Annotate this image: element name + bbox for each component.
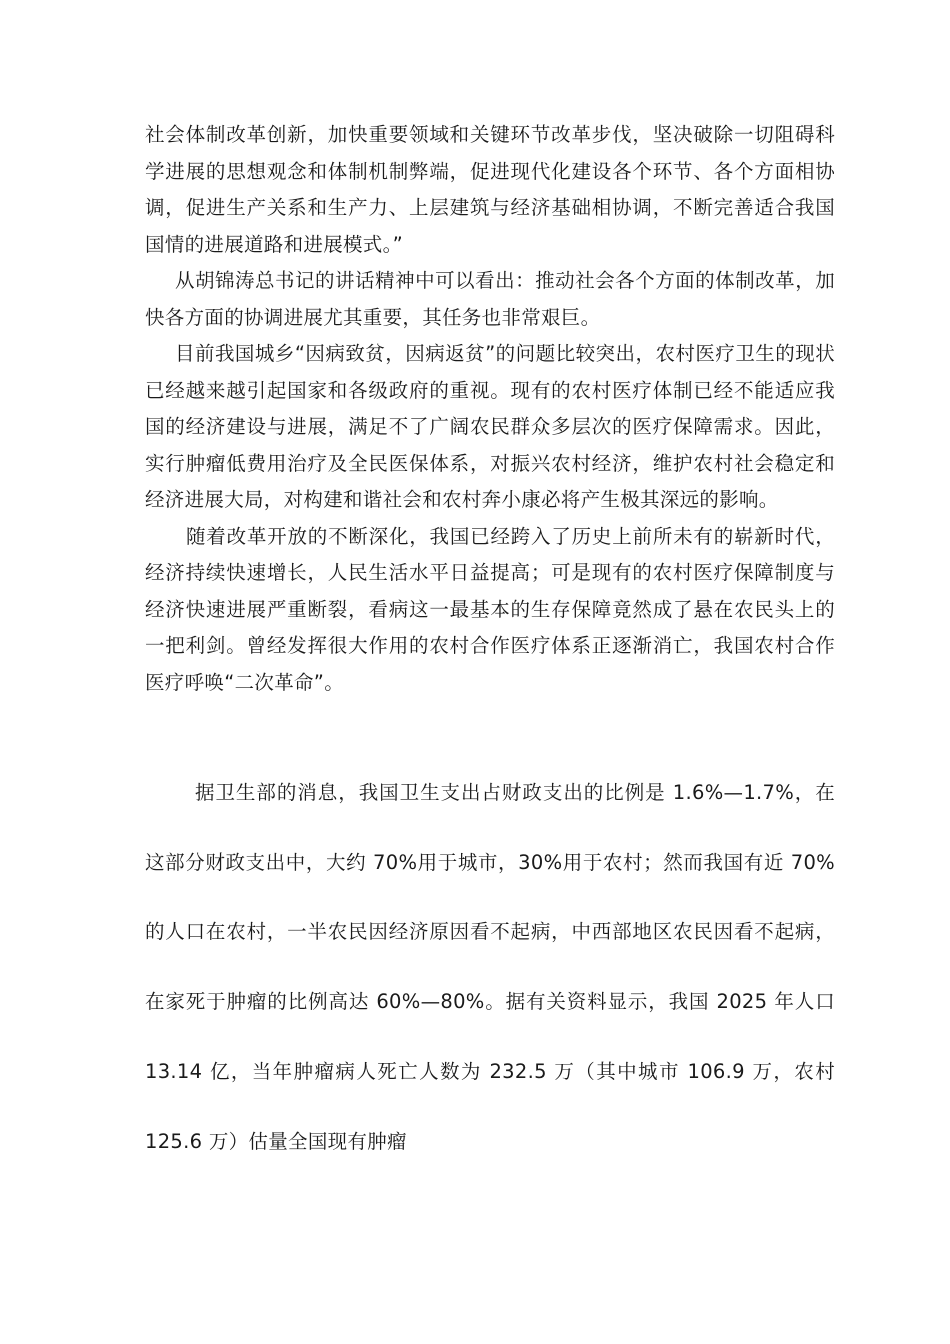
statistics-section (145, 758, 835, 1176)
paragraph-health-statistics: 据卫生部的消息，我国卫生支出占财政支出的比例是 1.6%—1.7%，在这部分财政支出中，大约 70%用于城市，30%用于农村；然而我国有近 70%的人口在农村，一半农民因经济原因看不起病，中西部地区农民因看不起病，在家死于肿瘤的比例高达 60%—80%。据有关资料显示，我国 2025 年人口 13.14 亿，当年肿瘤病人死亡人数为 232.5 万（其中城市 106.9 万，农村 125.6 万）估量全国现有肿瘤 (145, 781, 835, 1153)
paragraph-reform-quote: 社会体制改革创新，加快重要领域和关键环节改革步伐，坚决破除一切阻碍科学进展的思想观念和体制机制弊端，促进现代化建设各个环节、各个方面相协调，促进生产关系和生产力、上层建筑与经济基础相协调，不断完善适合我国国情的进展道路和进展模式。” (145, 123, 835, 256)
paragraph-speech-summary: 从胡锦涛总书记的讲话精神中可以看出：推动社会各个方面的体制改革，加快各方面的协调进展尤其重要，其任务也非常艰巨。 (145, 269, 835, 329)
body-text (145, 117, 835, 701)
paragraph-rural-medical-status: 目前我国城乡“因病致贫，因病返贫”的问题比较突出，农村医疗卫生的现状已经越来越引起国家和各级政府的重视。现有的农村医疗体制已经不能适应我国的经济建设与进展，满足不了广阔农民群众多层次的医疗保障需求。因此，实行肿瘤低费用治疗及全民医保体系，对振兴农村经济，维护农村社会稳定和经济进展大局，对构建和谐社会和农村奔小康必将产生极其深远的影响。 (145, 342, 835, 511)
paragraph-reform-deepening: 随着改革开放的不断深化，我国已经跨入了历史上前所未有的崭新时代，经济持续快速增长，人民生活水平日益提高；可是现有的农村医疗保障制度与经济快速进展严重断裂，看病这一最基本的生存保障竟然成了悬在农民头上的一把利剑。曾经发挥很大作用的农村合作医疗体系正逐渐消亡，我国农村合作医疗呼唤“二次革命”。 (145, 524, 835, 694)
